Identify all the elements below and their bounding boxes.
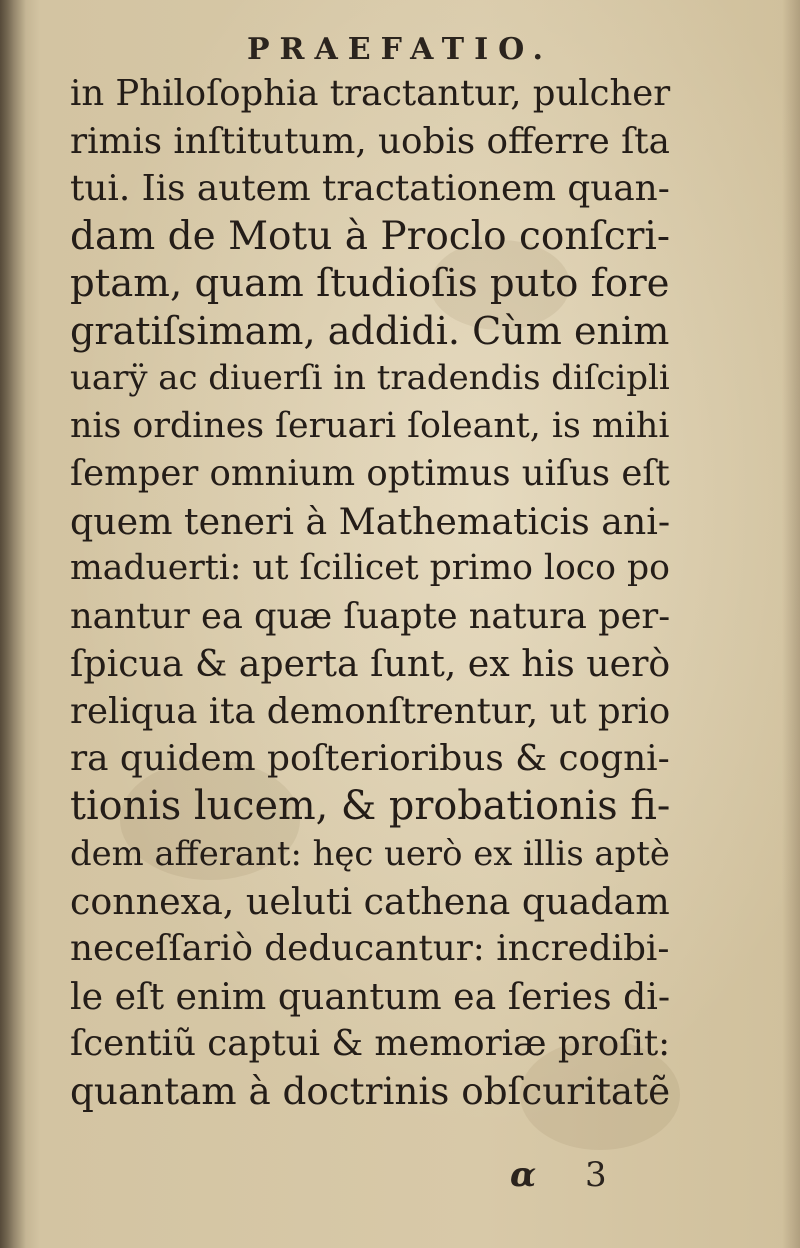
text-line: ptam, quam ſtudioſis puto fore — [70, 261, 670, 306]
text-line: neceſſariò deducantur: incredibi- — [70, 928, 670, 969]
text-line: ra quidem poſterioribus & cogni- — [70, 738, 670, 779]
text-line: uarÿ ac diuerſi in tradendis diſcipli — [70, 358, 670, 398]
text-line: nantur ea quæ ſuapte natura per- — [70, 595, 671, 637]
text-line: tui. Iis autem tractationem quan- — [70, 168, 670, 209]
folio-number: 3 — [585, 1155, 607, 1195]
text-line: tionis lucem, & probationis fi- — [70, 782, 671, 829]
text-line: quantam à doctrinis obſcuritatẽ — [70, 1068, 671, 1113]
text-line: nis ordines ſeruari ſoleant, is mihi — [70, 405, 670, 446]
page-edge-shadow — [782, 0, 800, 1248]
text-line: le eſt enim quantum ea ſeries di- — [70, 974, 671, 1018]
binding-gutter-shadow — [0, 0, 26, 1248]
text-line: connexa, ueluti cathena quadam — [70, 879, 670, 923]
text-line: dam de Motu à Proclo conſcri- — [70, 213, 671, 259]
page-footer — [0, 1155, 800, 1205]
text-line: gratiſsimam, addidi. Cùm enim — [70, 308, 670, 353]
text-line: ſpicua & aperta ſunt, ex his uerò — [70, 642, 671, 685]
text-line: dem afferant: hęc uerò ex illis aptè — [70, 834, 670, 873]
text-line: maduerti: ut ſcilicet primo loco po — [70, 548, 670, 588]
text-line: rimis inſtitutum, uobis offerre ſta — [70, 120, 670, 162]
running-header: PRAEFATIO. — [247, 32, 553, 67]
text-line: ſcentiũ captui & memoriæ proſit: — [70, 1023, 671, 1064]
signature-mark: α — [510, 1155, 537, 1195]
text-line: ſemper omnium optimus uiſus eſt — [70, 453, 670, 494]
text-line: in Philoſophia tractantur, pulcher — [70, 73, 671, 114]
text-line: reliqua ita demonſtrentur, ut prio — [70, 690, 671, 732]
text-line: quem teneri à Mathematicis ani- — [70, 499, 671, 543]
body-text — [70, 70, 670, 1115]
